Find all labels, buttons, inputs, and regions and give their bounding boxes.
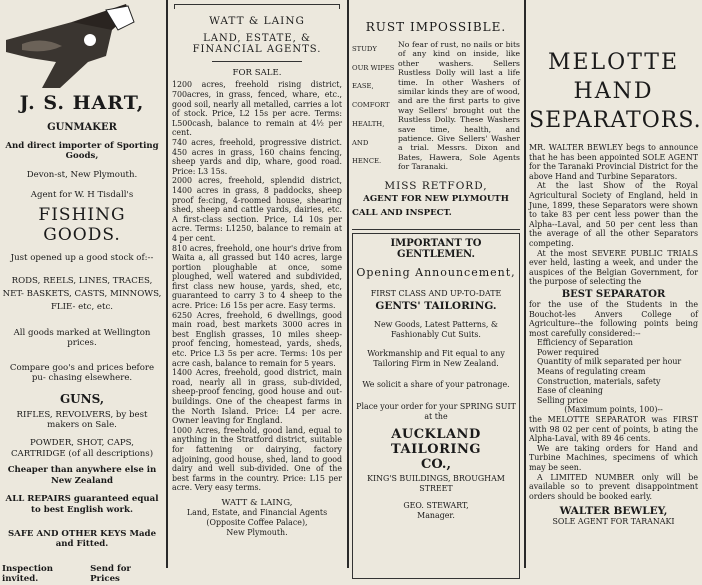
hart-repairs: ALL REPAIRS guaranteed equal to best English work. — [5, 494, 159, 515]
hart-safe: SAFE AND OTHER KEYS Made and Fitted. — [7, 528, 157, 550]
tailoring-kings: KING'S BUILDINGS, BROUGHAM STREET — [367, 474, 505, 493]
column-rule-2 — [347, 0, 349, 568]
miss-retford-agent: AGENT FOR NEW PLYMOUTH — [363, 193, 509, 204]
hart-stock: RODS, REELS, LINES, TRACES, NET- BASKETS, CASTS, MINNOWS, FLIE- etc, etc. — [2, 276, 162, 313]
melotte-best-separator: BEST SEPARATOR — [561, 288, 666, 300]
tailoring-workmanship: Workmanship and Fit equal to any Tailoring Firm in New Zealand. — [367, 349, 505, 368]
hart-cheaper: Cheaper than anywhere else in New Zealand — [7, 465, 157, 486]
listing-6: 1400 Acres, freehold, good district, main road, nearly all in grass, sub-divided, sheep-proof fencing, good house and out-buildings. One of the cheapest farms in the North Island. Price: L4 per acre. Owner leaving for England. — [172, 368, 342, 426]
tailoring-auckland: AUCKLAND TAILORING — [391, 427, 481, 458]
rust-body-block — [352, 40, 520, 172]
melotte-max-points: (Maximum points, 100)-- — [564, 405, 663, 415]
rust-label-5: HEALTH, — [352, 119, 385, 128]
hart-name: J. S. HART, — [19, 92, 145, 114]
rust-side-labels — [352, 40, 398, 172]
melotte-advertisement — [529, 0, 702, 568]
column-rule-3 — [524, 0, 526, 568]
melotte-show: At the last Show of the Royal Agricultural Society of England, held in June, 1899, these Separators were shown to take 83 per cent less power than the Alpha--Laval, and 50 per cent less than the average of all the other Separators competing. — [529, 181, 698, 248]
melotte-signature: WALTER BEWLEY, — [559, 505, 668, 518]
melotte-point: Quantity of milk separated per hour — [537, 357, 682, 367]
rust-label-4: COMFORT — [352, 101, 390, 110]
rust-heading: RUST IMPOSSIBLE. — [365, 20, 507, 34]
watt-laing-advertisement — [172, 0, 342, 568]
melotte-title-1: MELOTTE — [547, 50, 680, 75]
watt-laing-sign-opposite: (Opposite Coffee Palace), — [206, 517, 308, 527]
rust-body: No fear of rust, no nails or bits of any kind on inside, like other washers. Sellers Rustless Dolly will last a life time. In other Washers of similar kinds they are of wood, and are the first parts to give way Sellers' brought out the Rustless Dolly. These Washers save time, health, and patience. Give Sellers' Washer a trial. Messrs. Dixon and Bates, Hawera, Sole Agents for Taranaki. — [398, 40, 520, 172]
melotte-points-list — [529, 338, 698, 405]
hart-goods-marked: All goods marked at Wellington prices. — [13, 328, 151, 349]
hart-trade: GUNMAKER — [47, 122, 117, 133]
rust-label-3: EASE, — [352, 82, 374, 91]
melotte-point: Ease of cleaning — [537, 386, 603, 396]
watt-laing-box-top — [174, 4, 340, 9]
miss-retford: MISS RETFORD, — [384, 179, 488, 192]
hart-send-prices: Send for Prices — [90, 563, 131, 585]
tailoring-important: IMPORTANT TO GENTLEMEN. — [390, 237, 482, 260]
melotte-limited: A LIMITED NUMBER only will be available so to prevent disappointment orders should be booked early. — [529, 472, 698, 501]
hart-footer — [2, 564, 162, 585]
melotte-announcement: MR. WALTER BEWLEY begs to announce that he has been appointed SOLE AGENT for the Taranaki Provincial District for the above Hand and Turbine Separators. — [529, 143, 698, 181]
melotte-sole-agent: SOLE AGENT FOR TARANAKI — [552, 517, 675, 527]
tailoring-opening: Opening Announcement, — [356, 265, 516, 279]
melotte-point: Selling price — [537, 395, 588, 405]
hart-opened: Just opened up a good stock of:-- — [10, 252, 154, 263]
listing-3: 2000 acres, freehold, splendid district, 1400 acres in grass, 8 paddocks, sheep proof fe:cing, 4-roomed house, shearing shed, sheep and cattle yards, dairies, etc. A first-class section. Price, L4 10s per acre. Terms: L1250, balance to remain at 4 per cent. — [172, 176, 342, 243]
hart-inspection: Inspection invited. — [2, 563, 54, 585]
melotte-point: Construction, materials, safety — [537, 376, 661, 386]
rust-label-7: HENCE. — [352, 157, 382, 166]
watt-laing-for-sale: FOR SALE. — [232, 68, 282, 78]
column3-divider — [352, 229, 520, 230]
listing-1: 1200 acres, freehold rising district, 700acres, in grass, fenced, whare, etc., good soil, nearly all metalled, carries a lot of stock. Price, L2 15s per acre. Terms: L500cash, balance to remain at 4½ per cent. — [172, 80, 342, 138]
watt-laing-sign-town: New Plymouth. — [226, 527, 288, 537]
melotte-point: Efficiency of Separation — [537, 338, 633, 348]
melotte-point: Power required — [537, 347, 600, 357]
rust-tailoring-column — [352, 0, 520, 568]
listing-4: 810 acres, freehold, one hour's drive from Waita a, all grassed but 140 acres, large portion ploughable at once, some ploughed, well watered and subdivided, first class new house, yards, shed, etc, guaranteed to carry 3 to 4 sheep to the acre. Price: L6 15s per acre. Easy terms. — [172, 243, 342, 311]
hart-fishing-goods: FISHING GOODS. — [38, 204, 126, 245]
tailoring-new-goods: New Goods, Latest Patterns, & Fashionably Cut Suits. — [374, 320, 498, 339]
tailoring-geo: GEO. STEWART, — [403, 501, 469, 511]
watt-laing-firm: WATT & LAING — [209, 15, 305, 27]
melotte-title-2: HAND — [573, 79, 654, 104]
hart-powder: POWDER, SHOT, CAPS, CARTRIDGE (of all descriptions) — [10, 438, 154, 459]
melotte-first: the MELOTTE SEPARATOR was FIRST with 98 02 per cent of points, b ating the Alpha-Laval, with 89 46 cents. — [529, 415, 698, 444]
tailoring-co: CO., — [421, 457, 451, 473]
melotte-students: for the use of the Students in the Bouchot-les Anvers College of Agriculture--the following points being most carefully considered:-- — [529, 299, 698, 338]
listing-2: 740 acres, freehold, progressive district. 450 acres in grass, 160 chains fencing, sheep yards and dip, whare, good road. Price: L3 15s. — [172, 137, 342, 176]
watt-laing-divider — [212, 61, 302, 62]
tailoring-gents: GENTS' TAILORING. — [375, 300, 497, 313]
column-rule-1 — [166, 0, 168, 568]
melotte-title-3: SEPARATORS. — [529, 108, 702, 133]
rust-label-2: OUR WIPES — [352, 63, 395, 72]
melotte-orders: We are taking orders for Hand and Turbine Machines, specimens of which may be seen. — [529, 443, 698, 472]
listing-5: 6250 Acres, freehold, 6 dwellings, good main road, best markets 3000 acres in best English grasses, 10 miles sheep-proof fencing, homestead, yards, sheds, etc. Price L3 5s per acre. Terms: 10s per acre cash, balance to remain for 5 years. — [172, 310, 342, 368]
melotte-point: Means of regulating cream — [537, 367, 646, 377]
call-inspect: CALL AND INSPECT. — [352, 208, 452, 219]
hart-advertisement — [2, 0, 162, 585]
tailoring-manager: Manager. — [417, 511, 455, 521]
hart-guns: GUNS, — [59, 391, 105, 406]
listing-7: 1000 Acres, freehold, good land, equal to anything in the Stratford district, suitable for fattening or dairying, factory adjoining, good house, shed, land to good dairy and well sub-divided. One of the best farms in the country. Price: L15 per acre. Very easy terms. — [172, 425, 342, 493]
rust-label-6: AND — [352, 138, 369, 147]
melotte-trials: At the most SEVERE PUBLIC TRIALS ever held, lasting a week, and under the auspices of the Belgian Government, for the purpose of selecting the — [529, 248, 698, 287]
watt-laing-title: LAND, ESTATE, & FINANCIAL AGENTS. — [192, 33, 322, 55]
watt-laing-signature: WATT & LAING, — [221, 497, 293, 508]
shotgun-illustration — [2, 0, 162, 92]
rust-label-1: STUDY — [352, 45, 377, 53]
hart-compare: Compare goo's and prices before pu- chasing elsewhere. — [9, 362, 155, 384]
tailoring-place-order: Place your order for your SPRING SUIT at the — [356, 402, 516, 421]
hart-rifles: RIFLES, REVOLVERS, by best makers on Sale. — [16, 409, 148, 431]
tailoring-solicit: We solicit a share of your patronage. — [362, 380, 510, 390]
tailoring-first-class: FIRST CLASS AND UP-TO-DATE — [370, 288, 502, 298]
hart-address: Devon-st, New Plymouth. — [26, 169, 138, 180]
watt-laing-sign-agents: Land, Estate, and Financial Agents — [186, 508, 328, 518]
hart-agent: Agent for W. H Tisdall's — [30, 190, 134, 201]
tailoring-box — [352, 233, 520, 579]
hart-importer: And direct importer of Sporting Goods, — [5, 141, 159, 162]
